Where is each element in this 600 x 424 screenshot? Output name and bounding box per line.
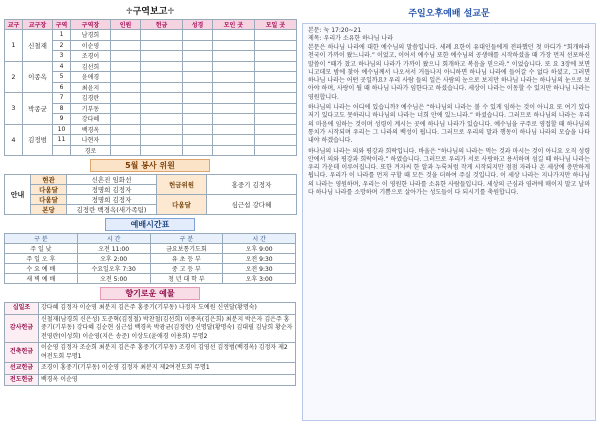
blank-cell xyxy=(111,93,141,104)
table-row xyxy=(5,374,296,386)
offering-names: 신철재(남경희 신은성) 도준혁(김정철) 박찬철(김선희) 이종옥(김은희) 최분지 박은자 김은주 홍중기(기부동) 강다혜 김순현 심근섭 백경옥 박광균(김정란) 신명달(황명숙) 김대필 김남희 황순자 전영란(이성희) 이순영(지은 송준) 이상도(윤애경 이용희) 무명2 xyxy=(39,314,296,343)
blank-cell xyxy=(213,145,255,156)
blank-cell xyxy=(141,61,183,72)
table-row xyxy=(5,274,296,284)
blank-cell xyxy=(183,135,213,146)
worship-cell: 주 일 낮 xyxy=(5,244,78,254)
blank-cell xyxy=(213,51,255,62)
worship-cell: 오후 9:00 xyxy=(223,244,296,254)
blank-cell xyxy=(111,82,141,93)
blank-cell xyxy=(213,93,255,104)
district-number: 10 xyxy=(53,124,71,135)
district-number: 1 xyxy=(53,30,71,41)
col-meet-at: 모일 곳 xyxy=(255,20,297,30)
blank-cell xyxy=(183,93,213,104)
service-cell: 홍중기 김정자 xyxy=(207,175,297,195)
blank-cell xyxy=(213,61,255,72)
parish-number: 2 xyxy=(5,61,23,93)
blank-cell xyxy=(213,103,255,114)
blank-cell xyxy=(141,72,183,83)
sermon-title: 주일오후예배 설교문 xyxy=(408,9,490,19)
blank-cell xyxy=(255,135,297,146)
col-district: 구역 xyxy=(53,20,71,30)
worship-cell: 오후 3:00 xyxy=(223,274,296,284)
table-row xyxy=(5,195,297,205)
table-row xyxy=(5,363,296,375)
worship-table xyxy=(4,233,296,284)
blank-cell xyxy=(111,30,141,41)
service-cell: 신흔진 임화선 xyxy=(67,175,157,185)
district-table xyxy=(4,19,297,156)
district-number: 4 xyxy=(53,61,71,72)
offering-names: 이순영 김정자 조순희 최분지 김은주 홍중기(기부동) 조경이 김영선 김정범(백경옥) 김정자 제2여전도회 무명1 xyxy=(39,343,296,363)
worship-cell: 금요보통기도회 xyxy=(150,244,223,254)
parish-number: 4 xyxy=(5,124,23,156)
blank-cell xyxy=(111,135,141,146)
blank-cell xyxy=(213,124,255,135)
parish-number: 1 xyxy=(5,30,23,62)
blank-cell xyxy=(141,40,183,51)
district-leader: 조경이 xyxy=(71,51,111,62)
district-leader: 김경란 xyxy=(71,93,111,104)
sermon-paragraph: 본문은 하나님 나라에 대한 예수님의 말씀입니다. 세례 요한이 유대인들에게 전파했던 첫 마디가 “회개하라 천국이 가까이 왔느니라.” 이었고, 이어서 예수님 또한 예수님의 공생애를 시작하셨을 때 가장 먼저 선포하신 말씀이 “때가 찼고 하나님의 나라가 가까이 왔으니 회개하고 복음을 믿으라.” 이었습니다. 또 요 3장에 보면 니고데모 밤에 찾아 예수님께서 나오셔서 거듭나지 아니하면 하나님 나라에 들어갈 수 없다 하셨고, 그러면 하나님 나라는 어떤 곳일까요? 우리 사람 들의 일은 사람의 눈으로 보지만 하나님 나라는 하나님의 눈으로 보아야 하며, 사랑이 될 때 하나님 나라가 임한다고 하셨습니다. 세상이 나라는 이동할 수 있지만 하나님 나라는 영원합니다. xyxy=(308,44,590,101)
blank-cell xyxy=(213,40,255,51)
offering-table xyxy=(4,302,296,386)
blank-cell xyxy=(141,124,183,135)
blank-cell xyxy=(141,145,183,156)
col-met-at: 모인 곳 xyxy=(213,20,255,30)
left-column xyxy=(4,4,296,420)
district-leader: 나현자 xyxy=(71,135,111,146)
sermon-paragraph: 하나님의 나라는 어디에 있습니까? 예수님은 “하나님의 나라는 볼 수 있게 임하는 것이 아니요 또 여기 있다 저기 있다고도 못하리니 하나님의 나라는 너희 안에 있느니라.” 하셨습니다. 그러므로 하나님의 나라는 우리의 마음에 임하는 것이며 성령이 계시는 곳에 하나님 나라가 있습니다. 예수님을 구주로 영접할 때 하나님의 통치가 시작되며 우리는 그 나라의 백성이 됩니다. 그러므로 우리의 말과 행동이 하나님 나라의 모습을 나타내야 하겠습니다. xyxy=(308,104,590,145)
worship-cell: 오전 11:00 xyxy=(77,244,150,254)
offering-names: 조경이 홍중기(기부동) 이순영 김정자 최분지 제2여전도회 무명1 xyxy=(39,363,296,375)
district-leader: 이순영 xyxy=(71,40,111,51)
service-table xyxy=(4,174,297,215)
blank-cell xyxy=(111,103,141,114)
table-row xyxy=(5,30,297,41)
worship-cell: 유 초 등 부 xyxy=(150,254,223,264)
service-cell: 정명희 김정자 xyxy=(67,195,157,205)
worship-cell: 청 년 대 학 부 xyxy=(150,274,223,284)
district-number: 2 xyxy=(53,40,71,51)
blank-cell xyxy=(255,124,297,135)
blank-cell xyxy=(213,82,255,93)
blank-cell xyxy=(255,51,297,62)
parish-leader: 박종균 xyxy=(23,93,53,125)
worship-cell: 오후 2:00 xyxy=(77,254,150,264)
worship-header: 구 분 xyxy=(5,234,78,244)
blank-cell xyxy=(255,103,297,114)
parish-leader: 신철재 xyxy=(23,30,53,62)
blank-cell xyxy=(141,51,183,62)
service-cell: 본당 xyxy=(31,205,67,215)
table-row xyxy=(5,124,297,135)
table-row xyxy=(5,343,296,363)
offering-label: 전도헌금 xyxy=(5,374,39,386)
blank-cell xyxy=(183,30,213,41)
blank-cell xyxy=(213,114,255,125)
sermon-scripture: 본문: 눅 17:20~21 xyxy=(308,27,362,34)
district-leader: 경로 xyxy=(71,145,111,156)
blank-cell xyxy=(183,114,213,125)
offering-label: 감사헌금 xyxy=(5,314,39,343)
table-row xyxy=(5,61,297,72)
sermon-paragraph: 하나님의 나라는 의와 평강과 희락입니다. 바울은 “하나님의 나라는 먹는 것과 마시는 것이 아니요 오직 성령 안에서 의와 평강과 희락이라.” 하였습니다. 그러므로 우리가 서로 사랑하고 용서하며 섬길 때 하나님 나라는 우리 가운데 이루어집니다. 또한 겨자씨 한 알과 누룩처럼 작게 시작되지만 점점 자라나 온 세상에 충만하게 됩니다. 우리가 이 나라를 먼저 구할 때 모든 것을 더하여 주실 것입니다. 이 세상 나라는 지나가지만 하나님의 나라는 영원하며, 우리는 이 영원한 나라를 소유한 사람들입니다. 세상의 근심과 염려에 매이지 말고 날마다 하나님 나라를 소망하며 기쁨으로 살아가는 성도들이 다 되시기를 축원합니다. xyxy=(308,147,590,197)
blank-cell xyxy=(111,72,141,83)
blank-cell xyxy=(111,114,141,125)
table-row xyxy=(5,254,296,264)
table-row xyxy=(5,303,296,315)
offering-names: 강다혜 김정자 이순영 최분지 김은주 홍중기(기부동) 나정자 도예원 신연달(황명숙) xyxy=(39,303,296,315)
blank-cell xyxy=(183,61,213,72)
district-leader: 남경희 xyxy=(71,30,111,41)
district-leader: 기부동 xyxy=(71,103,111,114)
blank-cell xyxy=(255,93,297,104)
col-bible: 성경 xyxy=(183,20,213,30)
offering-label: 선교헌금 xyxy=(5,363,39,375)
district-leader: 최윤지 xyxy=(71,82,111,93)
district-number xyxy=(53,145,71,156)
sermon-box xyxy=(302,23,596,421)
table-row xyxy=(5,314,296,343)
service-cell: 정명희 김정자 xyxy=(67,185,157,195)
blank-cell xyxy=(183,51,213,62)
blank-cell xyxy=(183,145,213,156)
offering-label: 건축헌금 xyxy=(5,343,39,363)
district-number: 7 xyxy=(53,93,71,104)
blank-cell xyxy=(213,30,255,41)
service-cell: 다움달 xyxy=(31,195,67,205)
worship-cell: 수 요 예 배 xyxy=(5,264,78,274)
table-row xyxy=(5,244,296,254)
blank-cell xyxy=(183,40,213,51)
col-offering: 헌금 xyxy=(141,20,183,30)
sermon-subject: 제목: 우리가 소유한 하나님 나라 xyxy=(308,34,393,42)
service-cell: 헌금위원 xyxy=(157,175,207,195)
service-cell: 심근섭 강다혜 xyxy=(207,195,297,215)
worship-cell: 오전 9:30 xyxy=(223,254,296,264)
blank-cell xyxy=(183,72,213,83)
blank-cell xyxy=(183,124,213,135)
blank-cell xyxy=(141,30,183,41)
parish-leader: 이종옥 xyxy=(23,61,53,93)
worship-cell: 중 고 등 부 xyxy=(150,264,223,274)
blank-cell xyxy=(111,51,141,62)
district-number: 6 xyxy=(53,82,71,93)
district-leader: 백경옥 xyxy=(71,124,111,135)
service-cell: 현관 xyxy=(31,175,67,185)
worship-cell: 주 일 오 후 xyxy=(5,254,78,264)
district-number: 3 xyxy=(53,51,71,62)
district-leader: 강다혜 xyxy=(71,114,111,125)
blank-cell xyxy=(255,40,297,51)
worship-header: 시 간 xyxy=(77,234,150,244)
service-cell: 김정란 백경옥(새가족팀) xyxy=(67,205,157,215)
service-title: 5월 봉사 위원 xyxy=(90,159,210,172)
parish-number: 3 xyxy=(5,93,23,125)
worship-header: 구 분 xyxy=(150,234,223,244)
blank-cell xyxy=(141,93,183,104)
worship-header-row xyxy=(5,234,296,244)
offering-names: 백경옥 이순영 xyxy=(39,374,296,386)
district-leader: 김선희 xyxy=(71,61,111,72)
blank-cell xyxy=(111,61,141,72)
blank-cell xyxy=(255,72,297,83)
offering-title: 향기로운 예물 xyxy=(100,287,200,300)
district-number: 5 xyxy=(53,72,71,83)
district-leader: 윤애경 xyxy=(71,72,111,83)
service-cell: 다움달 xyxy=(31,185,67,195)
blank-cell xyxy=(183,82,213,93)
col-parish-leader: 교구장 xyxy=(23,20,53,30)
blank-cell xyxy=(255,61,297,72)
blank-cell xyxy=(255,114,297,125)
blank-cell xyxy=(255,82,297,93)
blank-cell xyxy=(111,40,141,51)
blank-cell xyxy=(141,135,183,146)
col-district-leader: 구역장 xyxy=(71,20,111,30)
district-header-row xyxy=(5,20,297,30)
col-count: 인원 xyxy=(111,20,141,30)
guide-label: 안내 xyxy=(5,175,31,215)
worship-title: 예배시간표 xyxy=(105,218,195,231)
table-row xyxy=(5,93,297,104)
blank-cell xyxy=(255,30,297,41)
district-number: 11 xyxy=(53,135,71,146)
blank-cell xyxy=(141,114,183,125)
sermon-column xyxy=(302,6,596,420)
service-cell: 다움달 xyxy=(157,195,207,215)
blank-cell xyxy=(111,124,141,135)
blank-cell xyxy=(111,145,141,156)
blank-cell xyxy=(213,72,255,83)
worship-cell: 오전 9:30 xyxy=(223,264,296,274)
table-row xyxy=(5,175,297,185)
blank-cell xyxy=(141,82,183,93)
blank-cell xyxy=(141,103,183,114)
worship-cell: 새 벽 예 배 xyxy=(5,274,78,284)
district-title: ♱구역보고♱ xyxy=(125,7,175,17)
blank-cell xyxy=(213,135,255,146)
col-parish: 교구 xyxy=(5,20,23,30)
table-row xyxy=(5,264,296,274)
parish-leader: 김정범 xyxy=(23,124,53,156)
blank-cell xyxy=(183,103,213,114)
blank-cell xyxy=(255,145,297,156)
district-number: 8 xyxy=(53,103,71,114)
offering-label: 십일조 xyxy=(5,303,39,315)
worship-cell: 수요일오후 7:30 xyxy=(77,264,150,274)
service-section xyxy=(4,159,296,215)
worship-header: 시 간 xyxy=(223,234,296,244)
district-number: 9 xyxy=(53,114,71,125)
worship-cell: 오전 5:00 xyxy=(77,274,150,284)
